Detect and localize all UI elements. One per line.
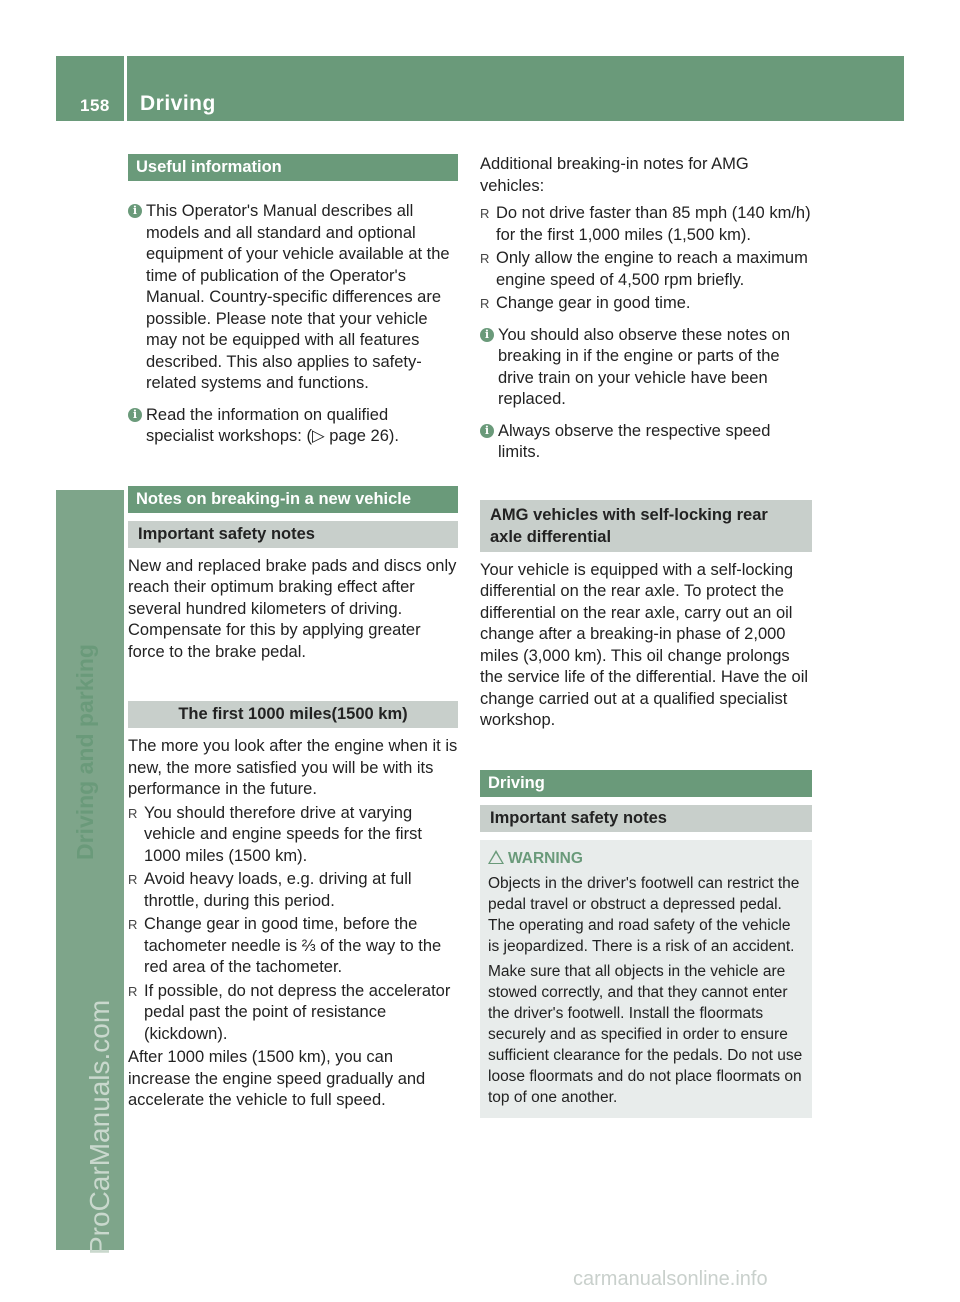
driving-heading: Driving bbox=[480, 770, 812, 797]
info-text: Read the information on qualified specialist workshops: (▷ page 26). bbox=[146, 405, 399, 445]
section-title: Driving bbox=[140, 92, 216, 115]
right-column bbox=[480, 154, 812, 1118]
info-note bbox=[128, 201, 458, 395]
safety-heading: Important safety notes bbox=[128, 521, 458, 548]
info-icon: i bbox=[480, 328, 494, 342]
sidebar-chapter: Driving and parking bbox=[72, 644, 98, 860]
list-item: R You should therefore drive at varying vehicle and engine speeds for the first 1000 miles (1500 km). bbox=[128, 803, 458, 868]
list-item: R Change gear in good time. bbox=[480, 293, 812, 315]
page-number: 158 bbox=[80, 96, 110, 115]
differential-text: Your vehicle is equipped with a self-locking differential on the rear axle. To protect the differential on the rear axle, carry out an oil change after a breaking-in phase of 2,000 miles (3,000 km). This oil change prolongs the service life of the differential. Have the oil change carried out at a qualified specialist workshop. bbox=[480, 560, 809, 729]
left-column bbox=[128, 154, 458, 1112]
differential-heading: AMG vehicles with self-locking rear axle differential bbox=[480, 500, 812, 552]
first-miles-heading: The first 1000 miles(1500 km) bbox=[128, 701, 458, 728]
info-text: Always observe the respective speed limits. bbox=[498, 421, 771, 461]
info-icon: i bbox=[480, 424, 494, 438]
warning-icon bbox=[488, 850, 504, 864]
info-icon: i bbox=[128, 204, 142, 218]
warning-box bbox=[480, 840, 812, 1118]
safety-text: New and replaced brake pads and discs only reach their optimum braking effect after several hundred kilometers of driving. Compensate for this by applying greater force to the brake pedal. bbox=[128, 556, 457, 661]
amg-list bbox=[480, 203, 812, 315]
warning-text: Objects in the driver's footwell can restrict the pedal travel or obstruct a depressed pedal. The operating and road safety of the vehicle is jeopardized. There is a risk of an accident. bbox=[488, 874, 800, 955]
first-miles-list bbox=[128, 803, 458, 1046]
info-note bbox=[480, 421, 812, 464]
list-item: R Avoid heavy loads, e.g. driving at full throttle, during this period. bbox=[128, 869, 458, 912]
list-item: R Only allow the engine to reach a maximum engine speed of 4,500 rpm briefly. bbox=[480, 248, 812, 291]
info-text: You should also observe these notes on breaking in if the engine or parts of the drive train on your vehicle have been replaced. bbox=[498, 325, 791, 408]
useful-info-heading: Useful information bbox=[128, 154, 458, 181]
after-text: After 1000 miles (1500 km), you can increase the engine speed gradually and accelerate the vehicle to full speed. bbox=[128, 1048, 426, 1109]
driving-safety-heading: Important safety notes bbox=[480, 805, 812, 832]
list-item: R If possible, do not depress the accelerator pedal past the point of resistance (kickdown). bbox=[128, 981, 458, 1046]
first-miles-text: The more you look after the engine when it is new, the more satisfied you will be with its performance in the future. bbox=[128, 737, 458, 798]
warning-title: WARNING bbox=[488, 848, 804, 869]
list-item: R Change gear in good time, before the tachometer needle is ⅔ of the way to the red area of the tachometer. bbox=[128, 914, 458, 979]
amg-intro: Additional breaking-in notes for AMG vehicles: bbox=[480, 155, 749, 195]
list-item: R Do not drive faster than 85 mph (140 km/h) for the first 1,000 miles (1,500 km). bbox=[480, 203, 812, 246]
footer-site: carmanualsonline.info bbox=[573, 1268, 768, 1290]
info-note bbox=[128, 405, 458, 448]
warning-text: Make sure that all objects in the vehicle are stowed correctly, and that they cannot enter the driver's footwell. Install the floormats securely and as specified in order to ensure sufficient clearance for the pedals. Do not use loose floormats and do not place floormats on top of one another. bbox=[488, 962, 803, 1106]
info-text: This Operator's Manual describes all models and all standard and optional equipment of your vehicle available at the time of publication of the Operator's Manual. Country-specific differences are possible. Please note that your vehicle may not be equipped with all features described. This also applies to safety-related systems and functions. bbox=[146, 202, 450, 392]
info-icon: i bbox=[128, 408, 142, 422]
watermark: ProCarManuals.com bbox=[84, 999, 115, 1255]
header-separator bbox=[124, 56, 127, 121]
breakin-heading: Notes on breaking-in a new vehicle bbox=[128, 486, 458, 513]
info-note bbox=[480, 325, 812, 411]
